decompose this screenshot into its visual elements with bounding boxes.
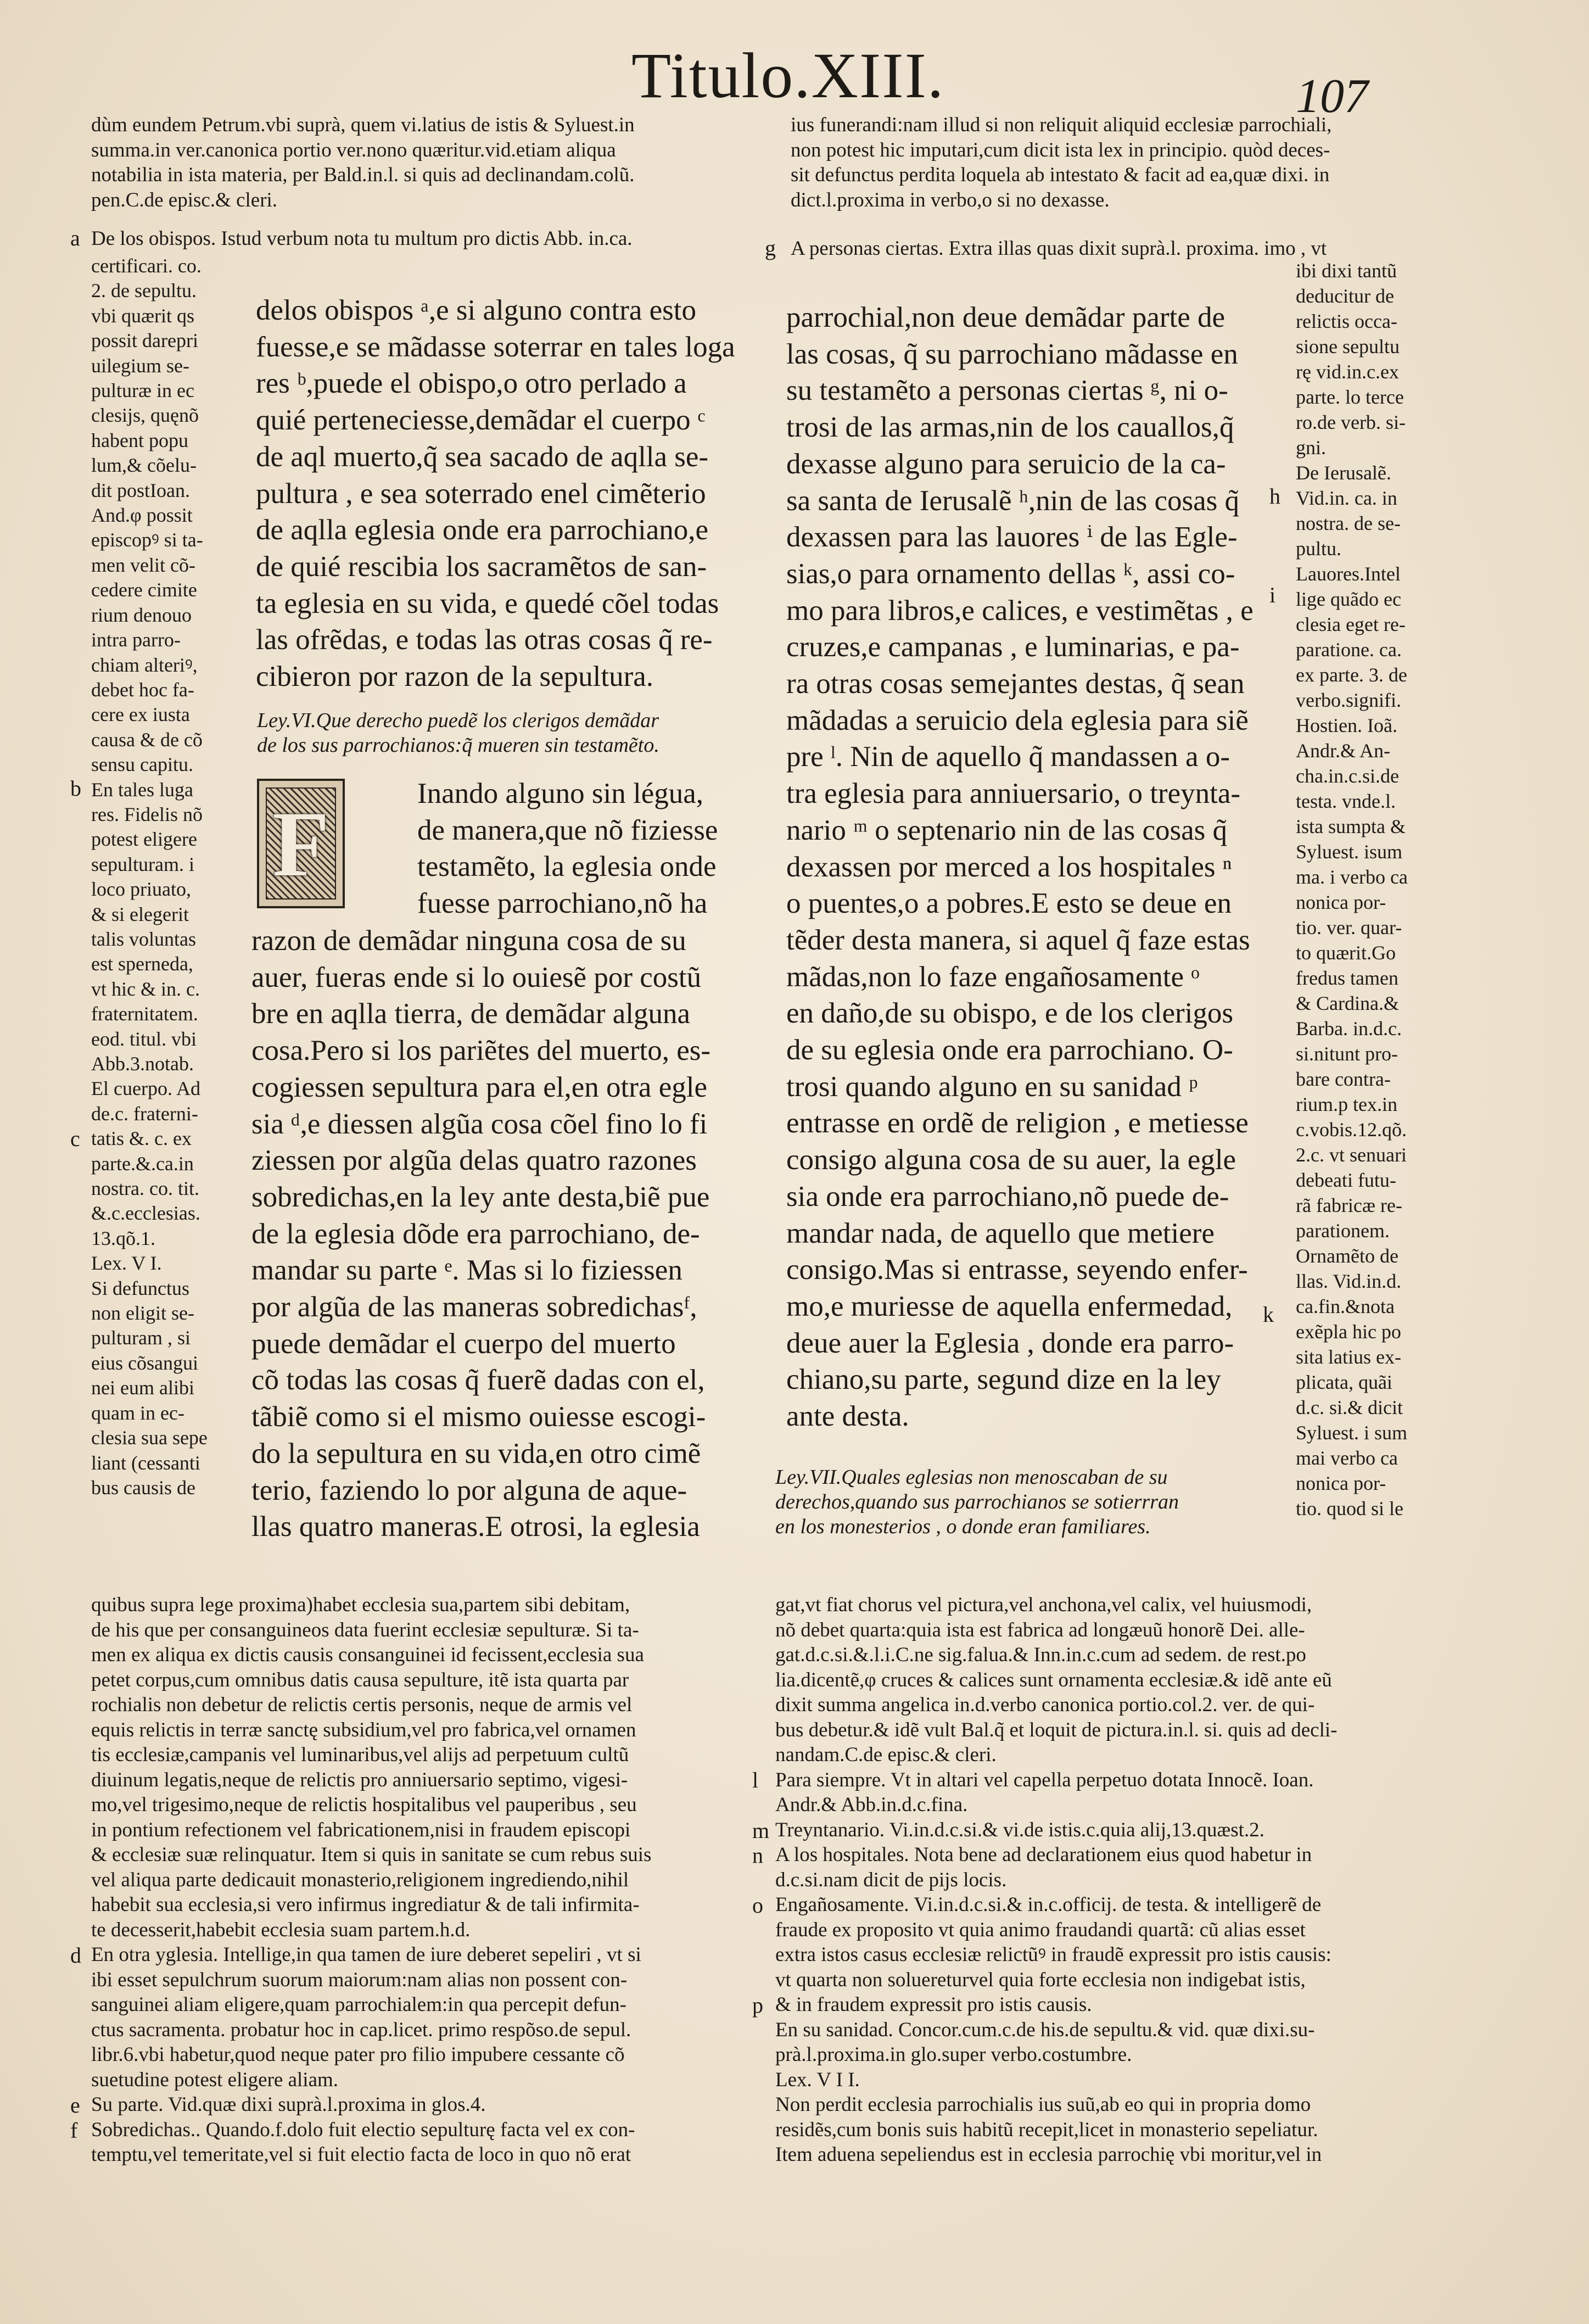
note-marker-b: b xyxy=(70,776,81,801)
text-line: tra eglesia para anniuersario, o treynta- xyxy=(786,778,1240,810)
text-line: habebit sua ecclesia,si vero infirmus ingrediatur & de tali infirmita- xyxy=(91,1893,640,1916)
text-line: ta eglesia en su vida, e quedé cõel todas xyxy=(256,587,719,619)
text-line: Treyntanario. Vi.in.d.c.si.& vi.de istis.c.quia alij,13.quæst.2. xyxy=(775,1818,1265,1841)
text-line: sepulturam. i xyxy=(91,853,194,875)
text-line: llas quatro maneras.E otrosi, la eglesia xyxy=(251,1511,700,1543)
text-line: to quærit.Go xyxy=(1296,942,1396,964)
text-line: fraternitatem. xyxy=(91,1003,198,1025)
text-line: extra istos casus ecclesiæ relictũꝰ in fraudẽ expressit pro istis causis: xyxy=(775,1943,1331,1966)
text-line: pulturam , si xyxy=(91,1327,191,1349)
text-line: en los monesterios , o donde eran familiares. xyxy=(775,1515,1151,1538)
note-marker-o: o xyxy=(752,1893,763,1918)
text-line: cere ex iusta xyxy=(91,703,190,726)
text-line: sanguinei aliam eligere,quam parrochialem:in qua percepit defun- xyxy=(91,1993,626,2016)
text-line: testa. vnde.l. xyxy=(1296,790,1396,812)
text-line: ma. i verbo ca xyxy=(1296,866,1408,888)
text-line: dexassen para las lauores ⁱ de las Egle- xyxy=(786,521,1238,554)
text-line: bare contra- xyxy=(1296,1068,1391,1090)
text-line: derechos,quando sus parrochianos se sotierrran xyxy=(775,1490,1179,1513)
text-line: vel aliqua parte dedicauit monasterio,religionem ingrediendo,nihil xyxy=(91,1868,629,1891)
text-line: eius cõsangui xyxy=(91,1351,198,1374)
text-line: lia.dicentẽ,φ cruces & calices sunt ornamenta ecclesiæ.& idẽ ante eũ xyxy=(775,1668,1332,1691)
note-marker-m: m xyxy=(752,1818,770,1843)
text-line: sita latius ex- xyxy=(1296,1346,1401,1368)
text-line: liant (cessanti xyxy=(91,1451,200,1474)
text-line: causa & de cõ xyxy=(91,728,203,751)
text-line: residẽs,cum bonis suis habitũ recepit,licet in monasterio sepeliatur. xyxy=(775,2118,1318,2141)
note-marker-f: f xyxy=(70,2118,78,2143)
text-line: quam in ec- xyxy=(91,1401,184,1424)
text-line: tio. quod si le xyxy=(1296,1498,1403,1519)
text-line: Si defunctus xyxy=(91,1277,189,1299)
text-line: temptu,vel temeritate,vel si fuit electio facta de loco in quo nõ erat xyxy=(91,2143,631,2166)
text-line: Non perdit ecclesia parrochialis ius suũ,ab eo qui in propria domo xyxy=(775,2093,1311,2116)
text-line: episcopꝰ si ta- xyxy=(91,529,203,551)
text-line: ctus sacramenta. probatur hoc in cap.licet. primo respõso.de sepul. xyxy=(91,2018,631,2041)
text-line: Sobredichas.. Quando.f.dolo fuit electio sepulturę facta vel ex con- xyxy=(91,2118,635,2141)
text-line: deue auer la Eglesia , donde era parro- xyxy=(786,1327,1234,1359)
text-line: Vid.in. ca. in xyxy=(1296,487,1397,509)
text-line: testamẽto, la eglesia onde xyxy=(417,851,717,883)
text-line: razon de demãdar ninguna cosa de su xyxy=(251,925,686,957)
text-line: pulturæ in ec xyxy=(91,379,194,402)
text-line: de aqlla eglesia onde era parrochiano,e xyxy=(256,514,709,546)
text-line: debeati futu- xyxy=(1296,1169,1396,1191)
text-line: diuinum legatis,neque de relictis pro anniuersario septimo, vigesi- xyxy=(91,1768,628,1791)
text-line: sit defunctus perdita loquela ab intestato & facit ad ea,quæ dixi. in xyxy=(791,164,1330,187)
text-line: En tales luga xyxy=(91,778,193,801)
text-line: sobredichas,en la ley ante desta,biẽ pue xyxy=(251,1181,710,1213)
text-line: por algũa de las maneras sobredichasᶠ, xyxy=(251,1291,697,1323)
text-line: Inando alguno sin légua, xyxy=(417,778,704,809)
text-line: Barba. in.d.c. xyxy=(1296,1018,1402,1040)
text-line: And.φ possit xyxy=(91,504,193,527)
right-margin-gloss xyxy=(1296,258,1408,1521)
text-line: clesia sua sepe xyxy=(91,1427,208,1449)
text-line: trosi quando alguno en su sanidad ᵖ xyxy=(786,1070,1198,1103)
text-line: 2.c. vt senuari xyxy=(1296,1144,1407,1166)
text-line: tio. ver. quar- xyxy=(1296,917,1402,938)
text-line: ziessen por algũa delas quatro razones xyxy=(251,1144,697,1177)
note-marker-e: e xyxy=(70,2093,80,2118)
note-marker-n: n xyxy=(752,1843,763,1868)
main-text-left-indented xyxy=(417,775,718,922)
text-line: mãdadas a seruicio dela eglesia para siẽ xyxy=(786,704,1249,736)
text-line: delos obispos ᵃ,e si alguno contra esto xyxy=(256,294,697,326)
text-line: de manera,que nõ fiziesse xyxy=(417,814,718,846)
text-line: sione sepultu xyxy=(1296,336,1400,357)
text-line: libr.6.vbi habetur,quod neque pater pro filio impubere cessante cõ xyxy=(91,2043,625,2066)
text-line: de la eglesia dõde era parrochiano, de- xyxy=(251,1217,700,1250)
text-line: puede demãdar el cuerpo del muerto xyxy=(251,1327,676,1360)
text-line: dit postIoan. xyxy=(91,479,190,501)
text-line: en daño,de su obispo, e de los clerigos xyxy=(786,997,1233,1030)
text-line: En otra yglesia. Intellige,in qua tamen de iure deberet sepeliri , vt si xyxy=(91,1943,641,1966)
text-line: d.c.si.nam dicit de pijs locis. xyxy=(775,1868,1007,1891)
text-line: Ornamẽto de xyxy=(1296,1245,1398,1267)
text-line: de quié rescibia los sacramẽtos de san- xyxy=(256,550,707,583)
text-line: de his que per consanguineos data fuerint ecclesiæ sepulturæ. Si ta- xyxy=(91,1618,639,1641)
text-line: rę vid.in.c.ex xyxy=(1296,361,1399,383)
text-line: A los hospitales. Nota bene ad declarationem eius quod habetur in xyxy=(775,1843,1312,1866)
text-line: dict.l.proxima in verbo,o si no dexasse. xyxy=(791,188,1110,211)
text-line: cogiessen sepultura para el,en otra egle xyxy=(251,1071,707,1103)
text-line: dùm eundem Petrum.vbi suprà, quem vi.latius de istis & Syluest.in xyxy=(91,114,635,136)
text-line: pultura , e sea soterrado enel cimẽterio xyxy=(256,477,706,510)
text-line: sensu capitu. xyxy=(91,753,193,776)
text-line: cibieron por razon de la sepultura. xyxy=(256,661,654,693)
text-line: relictis occa- xyxy=(1296,310,1397,332)
text-line: nei eum alibi xyxy=(91,1377,194,1399)
text-line: su testamẽto a personas ciertas ᵍ, ni o- xyxy=(786,375,1228,407)
text-line: suetudine potest eligere aliam. xyxy=(91,2068,339,2091)
text-line: pen.C.de episc.& cleri. xyxy=(91,188,278,211)
text-line: parte. lo terce xyxy=(1296,386,1404,408)
text-line: eod. titul. vbi xyxy=(91,1027,197,1050)
text-line: En su sanidad. Concor.cum.c.de his.de sepultu.& vid. quæ dixi.su- xyxy=(775,2018,1315,2041)
text-line: auer, fueras ende si lo ouiesẽ por costũ xyxy=(251,961,702,993)
text-line: de los sus parrochianos:q̃ mueren sin testamẽto. xyxy=(257,734,659,757)
text-line: llas. Vid.in.d. xyxy=(1296,1270,1402,1292)
text-line: est sperneda, xyxy=(91,953,193,975)
text-line: debet hoc fa- xyxy=(91,678,194,701)
text-line: plicata, quãi xyxy=(1296,1371,1392,1393)
text-line: Lex. V I. xyxy=(91,1252,162,1275)
bottom-left-notes xyxy=(91,1593,651,2167)
text-line: deducitur de xyxy=(1296,285,1394,307)
text-line: res ᵇ,puede el obispo,o otro perlado a xyxy=(256,367,687,400)
text-line: tẽder desta manera, si aquel q̃ faze estas xyxy=(786,924,1250,956)
decorated-initial xyxy=(257,779,345,908)
text-line: Syluest. isum xyxy=(1296,841,1403,863)
text-line: mandar su parte ᵉ. Mas si lo fiziessen xyxy=(251,1254,682,1287)
text-line: parationem. xyxy=(1296,1220,1390,1242)
text-line: clesijs, quęnõ xyxy=(91,404,199,427)
text-line: quié perteneciesse,demãdar el cuerpo ᶜ xyxy=(256,404,706,437)
text-line: ius funerandi:nam illud si non reliquit aliquid ecclesiæ parrochiali, xyxy=(791,114,1332,136)
text-line: sia onde era parrochiano,nõ puede de- xyxy=(786,1180,1229,1213)
note-marker-g: g xyxy=(765,236,776,260)
text-line: ca.fin.&nota xyxy=(1296,1295,1395,1317)
text-line: bre en aqlla tierra, de demãdar alguna xyxy=(251,998,690,1030)
page-number: 107 xyxy=(1296,70,1368,123)
text-line: Syluest. i sum xyxy=(1296,1422,1408,1444)
text-line: fredus tamen xyxy=(1296,967,1398,989)
text-line: mai verbo ca xyxy=(1296,1447,1398,1469)
text-line: fraude ex proposito vt quia animo fraudandi quartã: cũ alias esset xyxy=(775,1918,1306,1941)
text-line: pre ˡ. Nin de aquello q̃ mandassen a o- xyxy=(786,741,1230,773)
text-line: exẽpla hic po xyxy=(1296,1321,1401,1343)
text-line: dexasse alguno para seruicio de la ca- xyxy=(786,448,1226,480)
text-line: potest eligere xyxy=(91,828,197,851)
text-line: nostra. de se- xyxy=(1296,512,1401,534)
text-line: intra parro- xyxy=(91,629,181,651)
text-line: Lauores.Intel xyxy=(1296,563,1401,585)
text-line: El cuerpo. Ad xyxy=(91,1077,200,1100)
text-line: mo,e muriesse de aquella enfermedad, xyxy=(786,1290,1233,1322)
text-line: de.c. fraterni- xyxy=(91,1102,198,1125)
text-line: paratione. ca. xyxy=(1296,639,1402,661)
page-title: Titulo.XIII. xyxy=(631,40,945,111)
text-line: dixit summa angelica in.d.verbo canonica portio.col.2. ver. de qui- xyxy=(775,1694,1315,1716)
text-line: nario ᵐ o septenario nin de las cosas q̃ xyxy=(786,814,1228,846)
note-marker-l: l xyxy=(752,1768,759,1792)
text-line: bus causis de xyxy=(91,1476,195,1499)
text-line: ante desta. xyxy=(786,1400,909,1433)
note-marker-d: d xyxy=(70,1943,81,1968)
main-text-left-upper xyxy=(256,292,735,695)
main-text-right xyxy=(786,299,1254,1435)
text-line: lige quãdo ec xyxy=(1296,588,1401,610)
text-line: 2. de sepultu. xyxy=(91,280,197,302)
text-line: mandar nada, de aquello que metiere xyxy=(786,1217,1215,1249)
text-line: men velit cõ- xyxy=(91,554,195,576)
text-line: verbo.signifi. xyxy=(1296,689,1401,711)
text-line: te decesserit,habebit ecclesia suam partem.h.d. xyxy=(91,1918,471,1941)
text-line: tis ecclesiæ,campanis vel luminaribus,vel alijs ad perpetuum cultũ xyxy=(91,1744,629,1766)
text-line: &.c.ecclesias. xyxy=(91,1202,200,1225)
text-line: in pontium refectionem vel fabricationem,nisi in fraudem episcopi xyxy=(91,1818,631,1841)
text-line: de aql muerto,q̃ sea sacado de aqlla se- xyxy=(256,440,709,473)
text-line: lum,& cõelu- xyxy=(91,454,197,477)
text-line: rochialis non debetur de relictis certis personis, neque de armis vel xyxy=(91,1694,633,1716)
text-line: d.c. si.& dicit xyxy=(1296,1396,1403,1418)
text-line: rium.p tex.in xyxy=(1296,1093,1397,1115)
text-line: terio, faziendo lo por alguna de aque- xyxy=(251,1474,687,1506)
text-line: gat.d.c.si.&.l.i.C.ne sig.falua.& Inn.in.c.cum ad sedem. de rest.po xyxy=(775,1644,1306,1666)
text-line: Item aduena sepeliendus est in ecclesia parrochię vbi moritur,vel in xyxy=(775,2143,1322,2166)
text-line: equis relictis in terræ sanctę subsidium,vel pro fabrica,vel ornamen xyxy=(91,1718,636,1741)
text-line: summa.in ver.canonica portio ver.nono quæritur.vid.etiam aliqua xyxy=(91,138,616,161)
text-line: mo,vel trigesimo,neque de relictis hospitalibus vel pauperibus , seu xyxy=(91,1794,637,1816)
text-line: ra otras cosas semejantes destas, q̃ sean xyxy=(786,668,1245,700)
text-line: ibi esset sepulchrum suorum maiorum:nam alias non possent con- xyxy=(91,1968,628,1991)
text-line: sa santa de Ierusalẽ ʰ,nin de las cosas q̃ xyxy=(786,484,1239,517)
text-line: 13.qõ.1. xyxy=(91,1227,155,1249)
text-line: cruzes,e campanas , e luminarias, e pa- xyxy=(786,631,1240,663)
text-line: nonica por- xyxy=(1296,1472,1386,1494)
text-line: non eligit se- xyxy=(91,1302,194,1325)
note-g-first-line: A personas ciertas. Extra illas quas dixit suprà.l. proxima. imo , vt xyxy=(791,237,1327,260)
initial-letter: F xyxy=(272,792,329,896)
note-marker-a: a xyxy=(70,226,80,250)
text-line: Ley.VI.Que derecho puedẽ los clerigos demãdar xyxy=(257,709,659,732)
text-line: si.nitunt pro- xyxy=(1296,1043,1398,1065)
text-line: certificari. co. xyxy=(91,255,202,277)
text-line: talis voluntas xyxy=(91,928,196,950)
text-line: las ofrẽdas, e todas las otras cosas q̃ re- xyxy=(256,624,713,656)
text-line: do la sepultura en su vida,en otro cimẽ xyxy=(251,1437,701,1470)
ley-vi-heading xyxy=(257,708,659,758)
text-line: gat,vt fiat chorus vel pictura,vel anchona,vel calix, vel huiusmodi, xyxy=(775,1594,1312,1616)
text-line: cha.in.c.si.de xyxy=(1296,765,1399,787)
text-line: consigo.Mas si entrasse, seyendo enfer- xyxy=(786,1254,1248,1286)
text-line: tãbiẽ como si el mismo ouiesse escogi- xyxy=(251,1401,706,1433)
text-line: Lex. V I I. xyxy=(775,2068,860,2091)
text-line: & in fraudem expressit pro istis causis. xyxy=(775,1993,1092,2016)
text-line: vbi quærit qs xyxy=(91,304,195,327)
text-line: pultu. xyxy=(1296,538,1342,560)
text-line: Andr.& Abb.in.d.c.fina. xyxy=(775,1794,968,1816)
text-line: rã fabricæ re- xyxy=(1296,1194,1402,1216)
note-marker-k: k xyxy=(1263,1302,1274,1327)
text-line: tatis &. c. ex xyxy=(91,1127,192,1150)
note-marker-i: i xyxy=(1269,583,1276,607)
text-line: o puentes,o a pobres.E esto se deue en xyxy=(786,887,1232,920)
ley-vii-heading xyxy=(775,1465,1179,1539)
text-line: parrochial,non deue demãdar parte de xyxy=(786,301,1226,333)
top-left-notes xyxy=(91,113,635,213)
text-line: res. Fidelis nõ xyxy=(91,803,203,825)
text-line: chiam alteriꝰ, xyxy=(91,653,198,676)
text-line: vt quarta non soluereturvel quia forte ecclesia non indigebat istis, xyxy=(775,1968,1306,1991)
text-line: nostra. co. tit. xyxy=(91,1177,199,1200)
text-line: chiano,su parte, segund dize en la ley xyxy=(786,1364,1221,1396)
text-line: cosa.Pero si los pariẽtes del muerto, es- xyxy=(251,1035,710,1067)
text-line: cedere cimite xyxy=(91,579,197,601)
text-line: De Ierusalẽ. xyxy=(1296,462,1391,484)
text-line: bus debetur.& idẽ vult Bal.q̃ et loquit de pictura.in.l. si. quis ad decli- xyxy=(775,1718,1338,1741)
text-line: las cosas, q̃ su parrochiano mãdasse en xyxy=(786,338,1238,370)
text-line: petet corpus,cum omnibus datis causa sepulture, itẽ ista quarta par xyxy=(91,1668,629,1691)
text-line: possit darepri xyxy=(91,329,198,352)
text-line: clesia eget re- xyxy=(1296,613,1406,635)
text-line: Para siempre. Vt in altari vel capella perpetuo dotata Innocẽ. Ioan. xyxy=(775,1768,1314,1791)
text-line: mãdas,non lo faze engañosamente ᵒ xyxy=(786,960,1200,993)
text-line: & ecclesiæ suæ relinquatur. Item si quis in sanitate se cum rebus suis xyxy=(91,1843,652,1866)
text-line: c.vobis.12.qõ. xyxy=(1296,1119,1407,1141)
text-line: sia ᵈ,e diessen algũa cosa cõel fino lo fi xyxy=(251,1108,708,1140)
text-line: trosi de las armas,nin de los cauallos,q̃ xyxy=(786,411,1234,444)
text-line: nonica por- xyxy=(1296,891,1386,913)
text-line: mo para libros,e calices, e vestimẽtas , e xyxy=(786,594,1254,627)
text-line: parte.&.ca.in xyxy=(91,1152,194,1175)
text-line: men ex aliqua ex dictis causis consanguinei id fecissent,ecclesia sua xyxy=(91,1644,644,1666)
text-line: vt hic & in. c. xyxy=(91,977,200,1000)
text-line: Andr.& An- xyxy=(1296,740,1391,762)
text-line: Engañosamente. Vi.in.d.c.si.& in.c.officij. de testa. & intelligerẽ de xyxy=(775,1893,1322,1916)
text-line: consigo alguna cosa de su auer, la egle xyxy=(786,1144,1236,1176)
note-marker-p: p xyxy=(752,1993,763,2018)
bottom-right-notes xyxy=(775,1593,1337,2167)
text-line: non potest hic imputari,cum dicit ista lex in principio. quòd deces- xyxy=(791,138,1330,161)
text-line: & si elegerit xyxy=(91,903,189,925)
main-text-left-lower xyxy=(251,923,710,1545)
text-line: sias,o para ornamento dellas ᵏ, assi co- xyxy=(786,557,1235,590)
text-line: Ley.VII.Quales eglesias non menoscaban de su xyxy=(775,1466,1168,1489)
text-line: ex parte. 3. de xyxy=(1296,664,1407,686)
top-right-notes xyxy=(791,113,1331,213)
text-line: Abb.3.notab. xyxy=(91,1053,194,1075)
text-line: ro.de verb. si- xyxy=(1296,411,1406,433)
left-margin-gloss xyxy=(91,254,208,1500)
text-line: ibi dixi tantũ xyxy=(1296,260,1397,282)
text-line: & Cardina.& xyxy=(1296,992,1399,1014)
text-line: entrasse en ordẽ de religion , e metiesse xyxy=(786,1107,1249,1139)
note-marker-c: c xyxy=(70,1126,80,1151)
text-line: habent popu xyxy=(91,429,188,451)
text-line: Su parte. Vid.quæ dixi suprà.l.proxima in glos.4. xyxy=(91,2093,486,2116)
text-line: fuesse parrochiano,nõ ha xyxy=(417,887,708,920)
text-line: Hostien. Ioã. xyxy=(1296,714,1397,736)
text-line: cõ todas las cosas q̃ fuerẽ dadas con el, xyxy=(251,1364,705,1396)
text-line: prà.l.proxima.in glo.super verbo.costumbre. xyxy=(775,2043,1132,2066)
text-line: fuesse,e se mãdasse soterrar en tales loga xyxy=(256,331,735,363)
text-line: nandam.C.de episc.& cleri. xyxy=(775,1744,997,1766)
text-line: dexassen por merced a los hospitales ⁿ xyxy=(786,851,1232,883)
text-line: quibus supra lege proxima)habet ecclesia sua,partem sibi debitam, xyxy=(91,1594,630,1616)
text-line: rium denouo xyxy=(91,604,192,626)
text-line: notabilia in ista materia, per Bald.in.l. si quis ad declinandam.colũ. xyxy=(91,164,635,187)
note-a-first-line: De los obispos. Istud verbum nota tu multum pro dictis Abb. in.ca. xyxy=(91,227,633,250)
text-line: loco priuato, xyxy=(91,878,191,901)
text-line: de su eglesia onde era parrochiano. O- xyxy=(786,1034,1233,1066)
text-line: ista sumpta & xyxy=(1296,815,1406,837)
note-marker-h: h xyxy=(1269,484,1280,509)
text-line: gni. xyxy=(1296,437,1327,459)
text-line: uilegium se- xyxy=(91,354,189,377)
text-line: nõ debet quarta:quia ista est fabrica ad longæuũ honorẽ Dei. alle- xyxy=(775,1618,1305,1641)
